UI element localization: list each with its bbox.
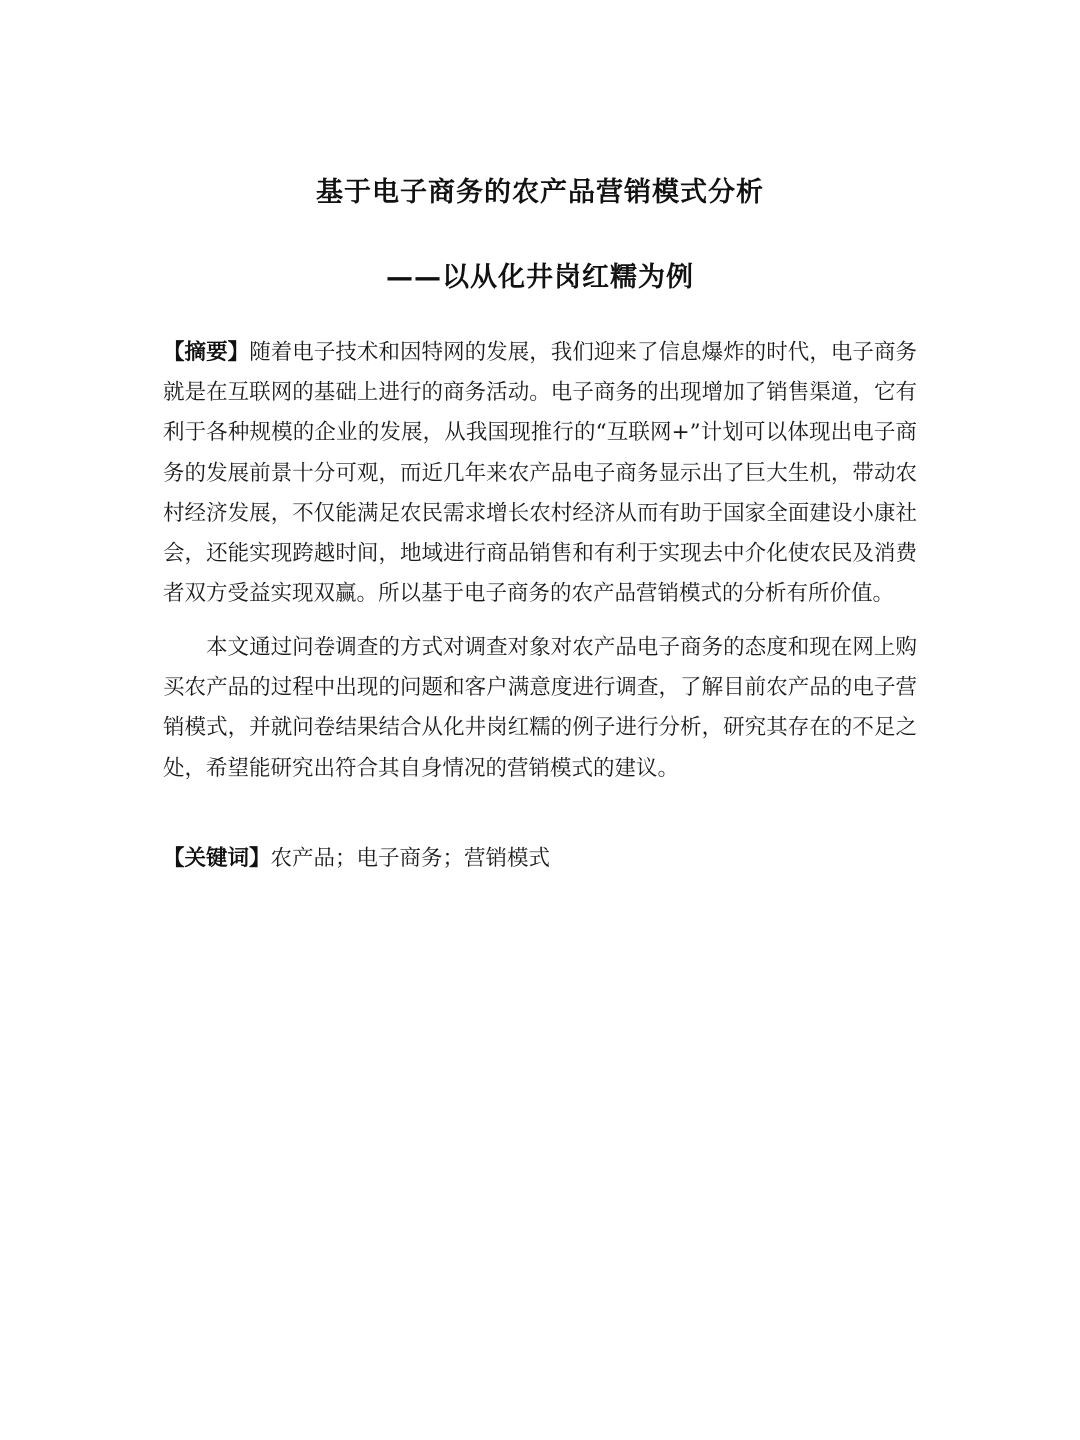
document-title: 基于电子商务的农产品营销模式分析 [316,177,764,208]
abstract-paragraph-2: 本文通过问卷调查的方式对调查对象对农产品电子商务的态度和现在网上购买农产品的过程中出现的问题和客户满意度进行调查，了解目前农产品的电子营销模式，并就问卷结果结合从化井岗红糯的例子进行分析，研究其存在的不足之处，希望能研究出符合其自身情况的营销模式的建议。 [163,635,917,781]
keywords-text: 农产品；电子商务；营销模式 [270,846,551,871]
keywords-label: 【关键词】 [163,846,271,871]
abstract-text-1: 随着电子技术和因特网的发展，我们迎来了信息爆炸的时代，电子商务就是在互联网的基础上进行的商务活动。电子商务的出现增加了销售渠道，它有利于各种规模的企业的发展，从我国现推行的“互联网+”计划可以体现出电子商务的发展前景十分可观，而近几年来农产品电子商务显示出了巨大生机，带动农村经济发展，不仅能满足农民需求增长农村经济从而有助于国家全面建设小康社会，还能实现跨越时间，地域进行商品销售和有利于实现去中介化使农民及消费者双方受益实现双赢。所以基于电子商务的农产品营销模式的分析有所价值。 [163,340,917,607]
document-subtitle: ——以从化井岗红糯为例 [386,262,694,293]
abstract-paragraph-1 [163,333,917,614]
abstract-label: 【摘要】 [163,340,250,365]
keywords-line [163,839,917,879]
